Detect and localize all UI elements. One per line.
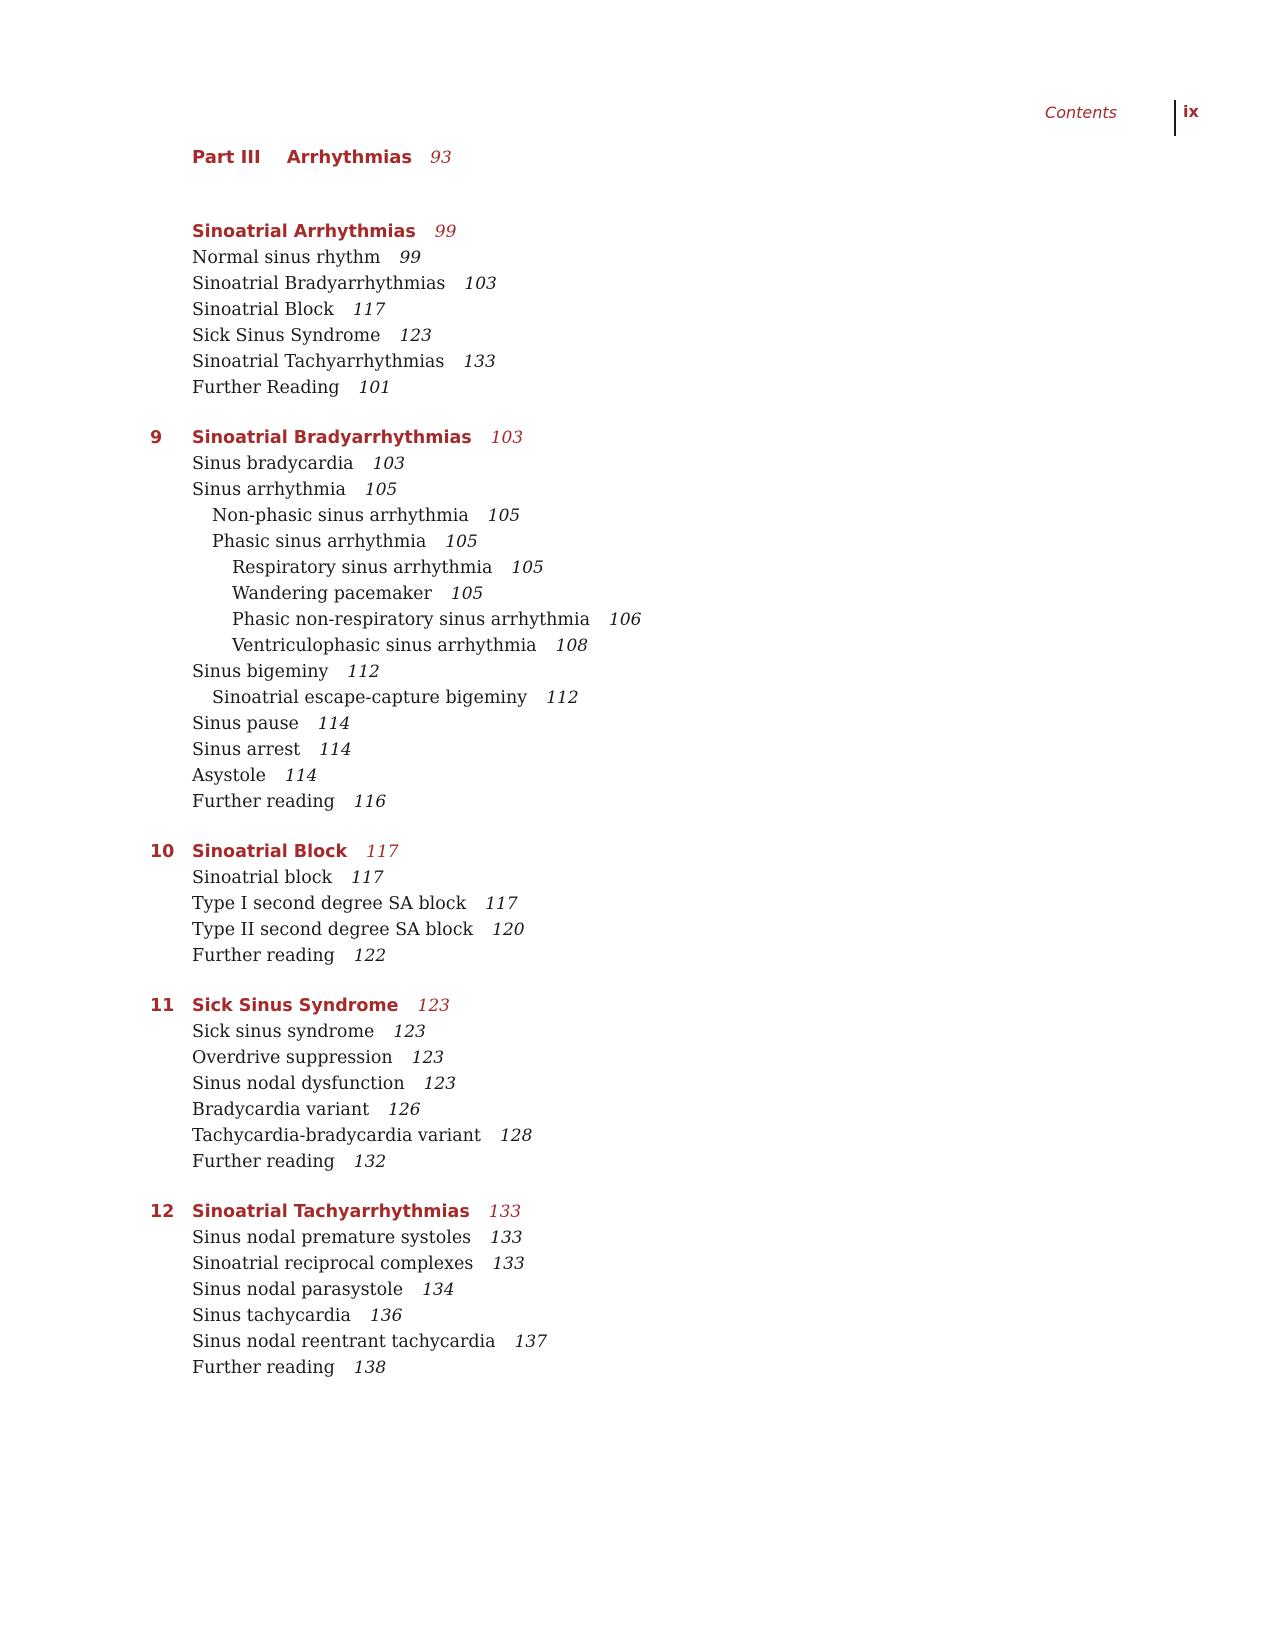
toc-entry-title: Sinus nodal parasystole — [192, 1280, 404, 1300]
chapter-heading[interactable] — [192, 993, 450, 1019]
running-head-rule — [1174, 100, 1176, 136]
chapter-page: 103 — [490, 428, 524, 448]
toc-entry-title: Sick Sinus Syndrome — [192, 326, 381, 346]
toc-entry[interactable] — [192, 1149, 386, 1175]
toc-entry[interactable] — [192, 1303, 402, 1329]
toc-entry[interactable] — [212, 685, 579, 711]
toc-entry-title: Sinoatrial Tachyarrhythmias — [192, 352, 445, 372]
toc-entry[interactable] — [192, 1329, 547, 1355]
chapter-number: 10 — [150, 842, 175, 862]
toc-entry-title: Sinus tachycardia — [192, 1306, 351, 1326]
chapter-page: 117 — [366, 842, 399, 862]
toc-entry-page: 137 — [514, 1332, 548, 1352]
toc-entry-title: Sick sinus syndrome — [192, 1022, 375, 1042]
toc-entry-title: Phasic sinus arrhythmia — [212, 532, 427, 552]
toc-entry[interactable] — [192, 1071, 456, 1097]
toc-entry-title: Non-phasic sinus arrhythmia — [212, 506, 469, 526]
toc-entry[interactable] — [192, 297, 385, 323]
toc-entry[interactable] — [192, 659, 380, 685]
toc-entry-page: 106 — [609, 610, 642, 630]
toc-entry[interactable] — [192, 1045, 444, 1071]
toc-entry-page: 117 — [351, 868, 384, 888]
toc-entry-page: 120 — [492, 920, 525, 940]
toc-entry-page: 123 — [423, 1074, 457, 1094]
chapter-number: 12 — [150, 1202, 175, 1222]
toc-entry-page: 132 — [353, 1152, 387, 1172]
toc-entry-page: 108 — [555, 636, 589, 656]
toc-entry-page: 103 — [372, 454, 406, 474]
toc-entry-title: Overdrive suppression — [192, 1048, 393, 1068]
toc-entry[interactable] — [192, 917, 525, 943]
toc-entry[interactable] — [192, 891, 518, 917]
toc-entry-title: Bradycardia variant — [192, 1100, 370, 1120]
part-label: Part III — [192, 147, 261, 168]
toc-entry-page: 114 — [317, 714, 351, 734]
toc-entry-title: Sinoatrial Bradyarrhythmias — [192, 274, 446, 294]
toc-entry-page: 105 — [450, 584, 484, 604]
toc-entry[interactable] — [232, 633, 588, 659]
chapter-title: Sinoatrial Arrhythmias — [192, 222, 416, 242]
toc-entry-title: Further reading — [192, 946, 335, 966]
toc-entry-title: Further reading — [192, 1152, 335, 1172]
toc-entry-title: Sinoatrial block — [192, 868, 333, 888]
toc-entry-title: Type II second degree SA block — [192, 920, 474, 940]
toc-entry[interactable] — [192, 943, 386, 969]
toc-entry[interactable] — [192, 1019, 426, 1045]
toc-entry-title: Further reading — [192, 792, 335, 812]
toc-entry-title: Further Reading — [192, 378, 340, 398]
toc-entry-title: Sinus pause — [192, 714, 299, 734]
toc-entry-title: Normal sinus rhythm — [192, 248, 381, 268]
toc-entry-title: Ventriculophasic sinus arrhythmia — [232, 636, 537, 656]
toc-entry-page: 99 — [399, 248, 422, 268]
part-heading[interactable] — [192, 147, 452, 168]
toc-entry[interactable] — [192, 789, 386, 815]
toc-entry-page: 128 — [499, 1126, 533, 1146]
toc-entry-title: Sinus arrest — [192, 740, 301, 760]
toc-entry-title: Asystole — [192, 766, 267, 786]
toc-entry[interactable] — [192, 711, 350, 737]
toc-entry[interactable] — [192, 323, 432, 349]
toc-entry-title: Tachycardia-bradycardia variant — [192, 1126, 481, 1146]
toc-entry-page: 126 — [388, 1100, 421, 1120]
chapter-page: 99 — [434, 222, 457, 242]
toc-entry[interactable] — [192, 1277, 455, 1303]
page-number: ix — [1183, 102, 1199, 121]
toc-entry[interactable] — [232, 581, 483, 607]
chapter-title: Sick Sinus Syndrome — [192, 996, 399, 1016]
toc-entry[interactable] — [192, 737, 352, 763]
toc-entry-page: 136 — [369, 1306, 403, 1326]
toc-entry[interactable] — [192, 477, 397, 503]
toc-entry-page: 117 — [352, 300, 386, 320]
chapter-number: 11 — [150, 996, 175, 1016]
toc-entry-title: Sinus bradycardia — [192, 454, 354, 474]
toc-entry-title: Wandering pacemaker — [232, 584, 432, 604]
chapter-heading[interactable] — [192, 839, 399, 865]
toc-entry-page: 105 — [487, 506, 521, 526]
toc-entry[interactable] — [192, 763, 317, 789]
chapter-heading[interactable] — [192, 425, 523, 451]
toc-entry[interactable] — [232, 555, 544, 581]
toc-entry-title: Sinoatrial reciprocal complexes — [192, 1254, 474, 1274]
toc-entry[interactable] — [192, 1355, 386, 1381]
toc-entry-page: 105 — [445, 532, 478, 552]
toc-entry[interactable] — [192, 245, 421, 271]
toc-entry[interactable] — [192, 1097, 421, 1123]
chapter-number: 9 — [150, 428, 163, 448]
part-title: Arrhythmias — [286, 147, 413, 168]
toc-entry[interactable] — [192, 271, 497, 297]
toc-entry-title: Respiratory sinus arrhythmia — [232, 558, 493, 578]
toc-entry-page: 105 — [364, 480, 398, 500]
toc-entry-page: 134 — [422, 1280, 455, 1300]
toc-entry-page: 133 — [490, 1228, 523, 1248]
toc-entry[interactable] — [192, 1225, 523, 1251]
toc-entry[interactable] — [192, 1123, 532, 1149]
toc-entry-page: 101 — [358, 378, 392, 398]
toc-entry-page: 123 — [411, 1048, 445, 1068]
toc-entry-page: 123 — [399, 326, 432, 346]
running-head — [0, 100, 1275, 138]
toc-entry[interactable] — [192, 375, 391, 401]
chapter-page: 133 — [488, 1202, 522, 1222]
toc-entry[interactable] — [232, 607, 641, 633]
toc-entry[interactable] — [192, 1251, 525, 1277]
toc-entry-title: Sinus nodal premature systoles — [192, 1228, 472, 1248]
toc-entry-title: Type I second degree SA block — [192, 894, 467, 914]
toc-entry-page: 116 — [353, 792, 387, 812]
chapter-page: 123 — [417, 996, 450, 1016]
toc-entry[interactable] — [192, 865, 384, 891]
toc-entry-page: 138 — [353, 1358, 387, 1378]
toc-entry[interactable] — [212, 503, 520, 529]
toc-entry-title: Sinus nodal reentrant tachycardia — [192, 1332, 496, 1352]
part-page: 93 — [430, 148, 452, 168]
toc-entry-page: 117 — [485, 894, 518, 914]
toc-entry-title: Sinoatrial Block — [192, 300, 334, 320]
toc-entry-page: 112 — [347, 662, 380, 682]
toc-entry-title: Sinus arrhythmia — [192, 480, 346, 500]
chapter-title: Sinoatrial Block — [192, 842, 348, 862]
toc-entry-page: 114 — [285, 766, 318, 786]
toc-entry-page: 112 — [546, 688, 579, 708]
toc-entry-page: 114 — [319, 740, 352, 760]
toc-entry-title: Sinus nodal dysfunction — [192, 1074, 405, 1094]
toc-entry-title: Phasic non-respiratory sinus arrhythmia — [232, 610, 591, 630]
toc-entry-page: 133 — [463, 352, 496, 372]
chapter-title: Sinoatrial Bradyarrhythmias — [192, 428, 472, 448]
toc-entry-page: 123 — [393, 1022, 426, 1042]
toc-entry-title: Sinoatrial escape-capture bigeminy — [212, 688, 528, 708]
chapter-heading[interactable] — [192, 219, 456, 245]
chapter-heading[interactable] — [192, 1199, 521, 1225]
toc-entry-page: 105 — [511, 558, 544, 578]
toc-entry[interactable] — [192, 451, 405, 477]
toc-entry-title: Further reading — [192, 1358, 335, 1378]
toc-entry-title: Sinus bigeminy — [192, 662, 329, 682]
toc-entry[interactable] — [192, 349, 496, 375]
running-head-label: Contents — [1045, 103, 1117, 122]
toc-entry[interactable] — [212, 529, 478, 555]
toc-entry-page: 133 — [492, 1254, 525, 1274]
toc-entry-page: 122 — [353, 946, 387, 966]
chapter-title: Sinoatrial Tachyarrhythmias — [192, 1202, 470, 1222]
toc-entry-page: 103 — [464, 274, 497, 294]
